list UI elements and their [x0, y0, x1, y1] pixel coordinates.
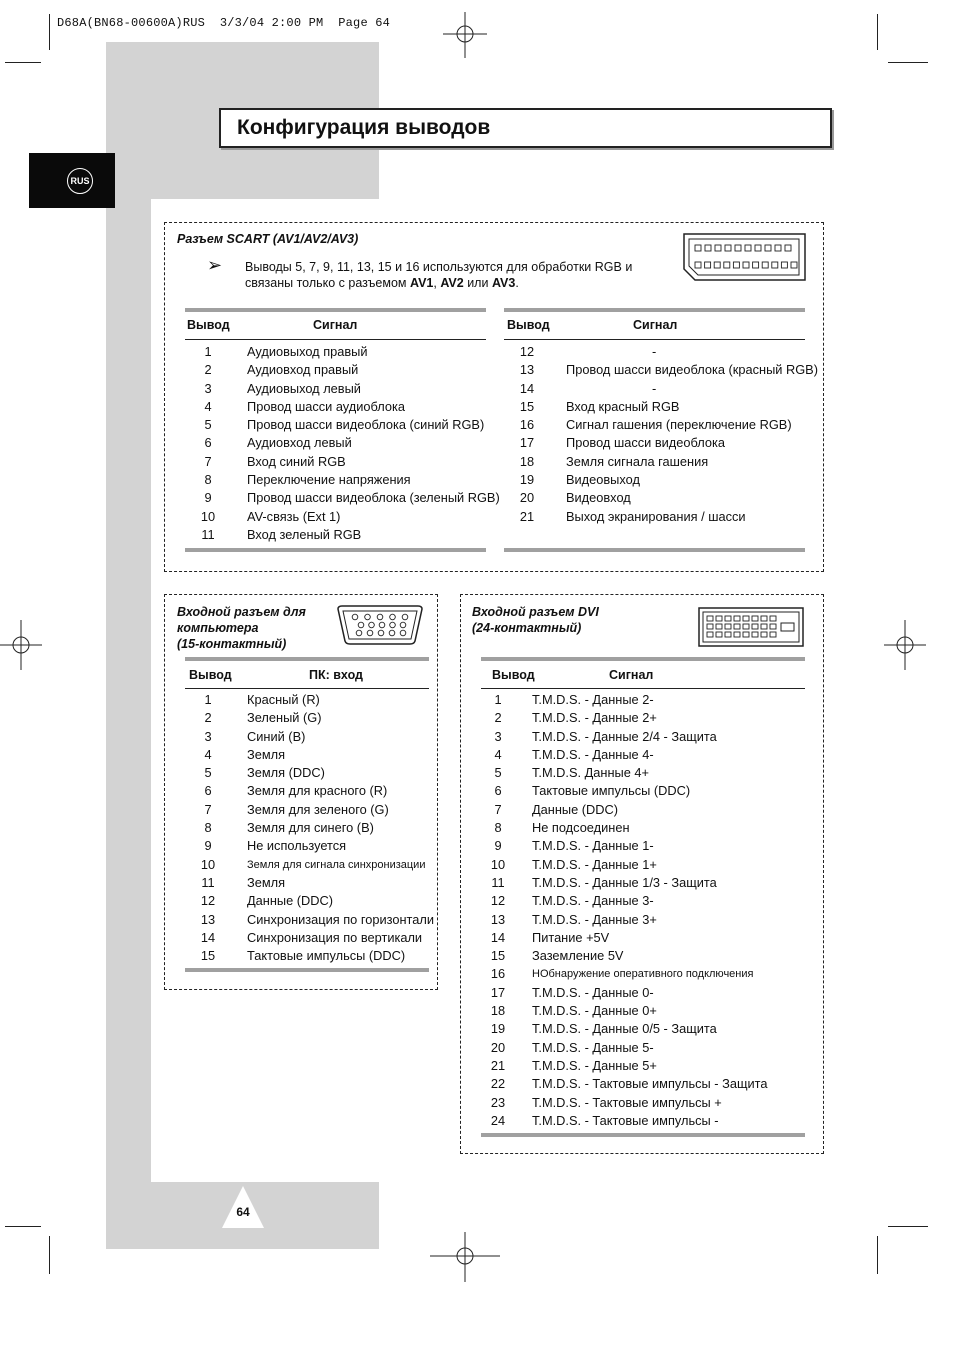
pin-number: 2 [204, 362, 212, 378]
signal-name: Данные (DDC) [532, 801, 619, 817]
signal-name: Видеовход [566, 490, 631, 506]
pin-number: 12 [519, 344, 535, 359]
signal-name: T.M.D.S. - Данные 2+ [532, 710, 657, 726]
signal-name: Вход синий RGB [247, 453, 346, 469]
table-row [185, 746, 435, 764]
signal-name: Переключение напряжения [247, 472, 411, 488]
signal-name: Земля (DDC) [247, 765, 325, 781]
table-row [185, 508, 490, 526]
signal-name: Провод шасси видеоблока (синий RGB) [247, 417, 485, 433]
pin-number: 9 [204, 838, 212, 854]
signal-name: T.M.D.S. - Данные 1+ [532, 856, 657, 872]
table-row [481, 782, 811, 800]
pin-number: 1 [494, 692, 502, 707]
pin-number: 16 [490, 966, 506, 982]
grey-band-left [106, 199, 151, 1182]
table-row [504, 361, 818, 379]
registration-mark-right [884, 620, 926, 670]
table-row [481, 801, 811, 819]
pin-number: 4 [204, 746, 212, 762]
signal-name: Не подсоединен [532, 820, 630, 836]
table-row [481, 929, 811, 947]
table-bottom-bar [481, 1133, 805, 1137]
signal-name: T.M.D.S. - Данные 5- [532, 1039, 654, 1055]
signal-name: Видеовыход [566, 472, 640, 488]
pin-number: 13 [519, 362, 535, 378]
column-header-signal: Сигнал [609, 668, 654, 682]
pc-heading-2: компьютера [177, 621, 259, 635]
signal-name: Земля для сигнала синхронизации [247, 858, 426, 871]
table-row [481, 1094, 811, 1112]
pin-number: 19 [490, 1021, 506, 1037]
signal-name: Земля [247, 746, 286, 762]
registration-mark-left [0, 620, 42, 670]
table-row [185, 343, 490, 361]
signal-name: Аудиовыход левый [247, 380, 361, 396]
pin-number: 1 [204, 344, 212, 359]
table-row [481, 1020, 811, 1038]
table-row [481, 1075, 811, 1093]
pin-number: 12 [490, 893, 506, 909]
signal-name: Красный (R) [247, 692, 320, 707]
signal-name: T.M.D.S. - Данные 2- [532, 692, 654, 707]
pin-number: 3 [494, 728, 502, 744]
table-row [185, 764, 435, 782]
table-row [185, 709, 435, 727]
scart-left-table [185, 343, 500, 544]
signal-name: Синхронизация по горизонтали [247, 911, 434, 927]
table-row [185, 691, 435, 709]
pin-number: 17 [490, 984, 506, 1000]
scart-note-line2 [245, 275, 519, 291]
table-row [185, 526, 490, 544]
signal-name: Земля для зеленого (G) [247, 801, 389, 817]
column-header-pin: Вывод [507, 318, 550, 332]
pin-number: 9 [494, 838, 502, 854]
table-row [504, 416, 809, 434]
pin-number: 22 [490, 1076, 506, 1092]
table-row [185, 380, 490, 398]
signal-name: T.M.D.S. - Данные 1- [532, 838, 654, 854]
pc-section [164, 594, 438, 990]
table-row [185, 416, 490, 434]
pin-number: 6 [204, 435, 212, 451]
signal-name: НОбнаружение оперативного подключения [532, 968, 754, 981]
dvi-heading-1: Входной разъем DVI [472, 605, 599, 619]
table-top-bar [185, 308, 486, 312]
table-row [481, 746, 811, 764]
signal-name: T.M.D.S. - Данные 5+ [532, 1057, 657, 1073]
table-row [481, 874, 811, 892]
signal-name: T.M.D.S. - Данные 3- [532, 893, 654, 909]
table-row [481, 1039, 811, 1057]
pin-number: 21 [490, 1057, 506, 1073]
table-row [185, 947, 435, 965]
pin-number: 5 [204, 417, 212, 433]
av1-label: AV1 [409, 276, 434, 290]
table-row [185, 434, 490, 452]
signal-name: Вход зеленый RGB [247, 526, 362, 542]
pin-number: 21 [519, 508, 535, 524]
pin-number: 2 [494, 710, 502, 726]
table-row [481, 1002, 811, 1020]
signal-name: Аудиовход правый [247, 362, 359, 378]
table-row [481, 856, 811, 874]
table-row [504, 471, 809, 489]
pin-number: 10 [200, 508, 216, 524]
pin-number: 5 [204, 765, 212, 781]
table-row [185, 398, 490, 416]
pin-number: 17 [519, 435, 535, 451]
av2-label: AV2 [440, 276, 464, 290]
header-divider [481, 688, 805, 689]
pin-number: 6 [204, 783, 212, 799]
page-number: 64 [236, 1205, 250, 1219]
vga-connector-icon [335, 603, 425, 647]
signal-name: Земля сигнала гашения [566, 453, 709, 469]
column-header-pin: Вывод [187, 318, 230, 332]
table-row [481, 1057, 811, 1075]
header-divider [185, 339, 486, 340]
signal-name: T.M.D.S. - Тактовые импульсы + [532, 1094, 722, 1110]
note-sep: , [433, 276, 441, 290]
table-bottom-bar [185, 968, 429, 972]
signal-name: Питание +5V [532, 929, 610, 945]
pin-number: 6 [494, 783, 502, 799]
table-row [185, 801, 435, 819]
pin-number: 4 [204, 398, 212, 414]
signal-name: - [652, 380, 657, 396]
pin-number: 3 [204, 380, 212, 396]
scart-section [164, 222, 824, 572]
signal-name: T.M.D.S. - Данные 0+ [532, 1003, 657, 1019]
signal-name: T.M.D.S. - Тактовые импульсы - Защита [532, 1076, 768, 1092]
signal-name: T.M.D.S. - Данные 1/3 - Защита [532, 874, 717, 890]
registration-mark-bottom [430, 1232, 500, 1282]
pin-number: 15 [490, 948, 506, 964]
dvi-connector-icon [697, 606, 805, 648]
scart-note-line1: Выводы 5, 7, 9, 11, 13, 15 и 16 используются для обработки RGB и [245, 260, 633, 274]
pin-number: 8 [494, 820, 502, 836]
signal-name: T.M.D.S. - Тактовые импульсы - [532, 1112, 719, 1128]
table-row [185, 929, 435, 947]
signal-name: Земля для красного (R) [247, 783, 388, 799]
table-row [504, 398, 809, 416]
pin-number: 10 [200, 856, 216, 872]
dvi-heading-2: (24-контактный) [472, 621, 582, 635]
signal-name: Аудиовход левый [247, 435, 352, 451]
pin-number: 18 [490, 1003, 506, 1019]
pin-number: 15 [200, 948, 216, 964]
signal-name: Аудиовыход правый [247, 344, 368, 359]
table-row [481, 764, 811, 782]
column-header-signal: Сигнал [313, 318, 358, 332]
pin-number: 14 [200, 929, 216, 945]
signal-name: T.M.D.S. - Данные 4- [532, 746, 654, 762]
table-row [481, 709, 811, 727]
table-row [185, 489, 500, 507]
pin-number: 11 [201, 526, 215, 542]
pin-number: 11 [201, 874, 215, 890]
pin-number: 8 [204, 820, 212, 836]
column-header-signal: ПК: вход [309, 668, 363, 682]
table-row [481, 819, 811, 837]
column-header-pin: Вывод [492, 668, 535, 682]
table-row [185, 453, 490, 471]
table-row [185, 361, 490, 379]
table-row [504, 434, 809, 452]
signal-name: T.M.D.S. Данные 4+ [532, 765, 649, 781]
signal-name: Провод шасси аудиоблока [247, 398, 405, 414]
page-title: Конфигурация выводов [237, 116, 491, 139]
table-row [504, 489, 809, 507]
dvi-table [481, 691, 811, 1130]
signal-name: T.M.D.S. - Данные 3+ [532, 911, 657, 927]
pin-number: 10 [490, 856, 506, 872]
arrow-icon: ➢ [207, 255, 223, 275]
column-header-pin: Вывод [189, 668, 232, 682]
pc-heading-1: Входной разъем для [177, 605, 306, 619]
pin-number: 11 [491, 874, 505, 890]
pin-number: 12 [200, 893, 216, 909]
pc-heading-3: (15-контактный) [177, 637, 287, 651]
scart-connector-icon [681, 231, 809, 283]
pin-number: 20 [519, 490, 535, 506]
note-text: связаны только с разъемом [245, 276, 410, 290]
table-top-bar [481, 657, 805, 661]
table-row [185, 874, 435, 892]
table-row [504, 380, 809, 398]
pin-number: 3 [204, 728, 212, 744]
signal-name: - [652, 344, 657, 359]
scart-right-table [504, 343, 818, 526]
pin-number: 14 [490, 929, 506, 945]
pin-number: 14 [519, 380, 535, 396]
av3-label: AV3 [491, 276, 516, 290]
signal-name: Земля для синего (B) [247, 820, 374, 836]
pin-number: 2 [204, 710, 212, 726]
table-row [185, 782, 435, 800]
table-row [185, 819, 435, 837]
registration-mark-top [440, 12, 490, 62]
signal-name: T.M.D.S. - Данные 0- [532, 984, 654, 1000]
table-top-bar [185, 657, 429, 661]
pin-number: 13 [200, 911, 216, 927]
signal-name: Не используется [247, 838, 347, 854]
signal-name: Зеленый (G) [247, 710, 322, 726]
pin-number: 1 [204, 692, 212, 707]
print-header: D68A(BN68-00600A)RUS 3/3/04 2:00 PM Page 64 [57, 16, 391, 30]
signal-name: AV-связь (Ext 1) [247, 508, 341, 524]
signal-name: Вход красный RGB [566, 398, 680, 414]
signal-name: Тактовые импульсы (DDC) [532, 783, 691, 799]
pin-number: 7 [494, 801, 502, 817]
table-row [185, 471, 490, 489]
note-sep: или [463, 276, 492, 290]
signal-name: Заземление 5V [532, 948, 624, 964]
table-bottom-bar [185, 548, 486, 552]
pin-number: 19 [519, 472, 535, 488]
table-row [185, 911, 435, 929]
pin-number: 9 [204, 490, 212, 506]
table-bottom-bar [504, 548, 805, 552]
table-row [504, 508, 809, 526]
header-divider [185, 688, 429, 689]
signal-name: Провод шасси видеоблока (красный RGB) [566, 362, 818, 378]
pin-number: 18 [519, 453, 535, 469]
table-row [504, 343, 809, 361]
table-row [185, 892, 435, 910]
pin-number: 15 [519, 398, 535, 414]
table-row [481, 837, 811, 855]
table-row [185, 856, 435, 874]
table-row [481, 947, 811, 965]
header-divider [504, 339, 805, 340]
table-row [481, 965, 811, 983]
signal-name: T.M.D.S. - Данные 0/5 - Защита [532, 1021, 717, 1037]
pin-number: 4 [494, 746, 502, 762]
pin-number: 24 [490, 1112, 506, 1128]
pc-table [185, 691, 435, 965]
signal-name: Провод шасси видеоблока [566, 435, 725, 451]
scart-heading: Разъем SCART (AV1/AV2/AV3) [177, 232, 359, 246]
table-row [481, 892, 811, 910]
signal-name: Данные (DDC) [247, 893, 334, 909]
page-title-box [219, 108, 832, 148]
pin-number: 20 [490, 1039, 506, 1055]
language-badge: RUS [67, 168, 93, 194]
pin-number: 16 [519, 417, 535, 433]
dvi-section [460, 594, 824, 1154]
table-row [481, 984, 811, 1002]
signal-name: Выход экранирования / шасси [566, 508, 746, 524]
column-header-signal: Сигнал [633, 318, 678, 332]
pin-number: 7 [204, 453, 212, 469]
signal-name: Земля [247, 874, 286, 890]
pin-number: 13 [490, 911, 506, 927]
table-row [185, 837, 435, 855]
pin-number: 5 [494, 765, 502, 781]
pin-number: 7 [204, 801, 212, 817]
table-row [481, 1112, 811, 1130]
signal-name: T.M.D.S. - Данные 2/4 - Защита [532, 728, 717, 744]
signal-name: Сигнал гашения (переключение RGB) [566, 417, 792, 433]
pin-number: 23 [490, 1094, 506, 1110]
table-row [185, 728, 435, 746]
note-end: . [515, 276, 519, 290]
table-row [481, 691, 811, 709]
signal-name: Тактовые импульсы (DDC) [247, 948, 406, 964]
table-top-bar [504, 308, 805, 312]
table-row [481, 728, 811, 746]
signal-name: Синий (B) [247, 728, 306, 744]
table-row [504, 453, 809, 471]
signal-name: Синхронизация по вертикали [247, 929, 423, 945]
table-row [481, 911, 811, 929]
pin-number: 8 [204, 472, 212, 488]
signal-name: Провод шасси видеоблока (зеленый RGB) [247, 490, 500, 506]
